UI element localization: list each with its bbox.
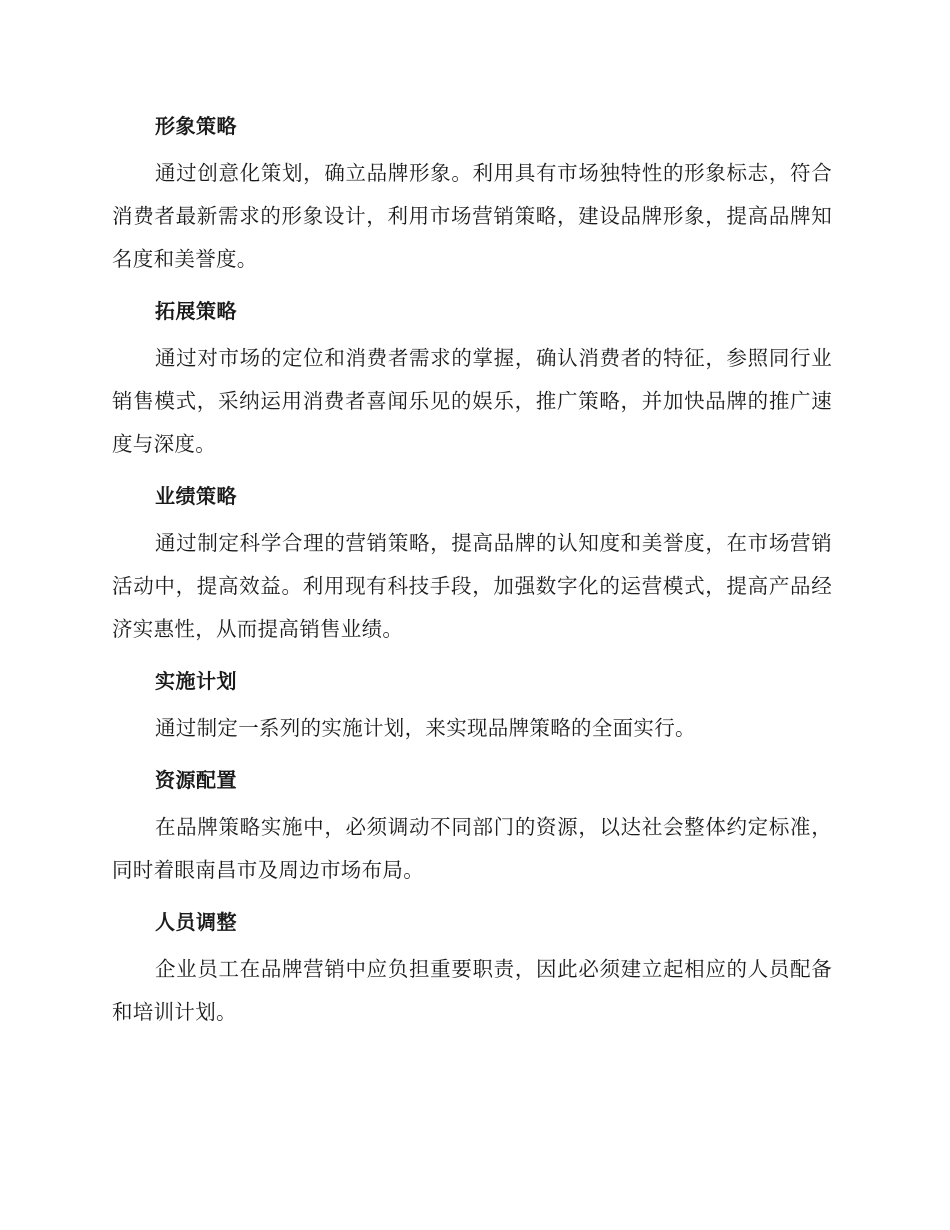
section-paragraph: 在品牌策略实施中，必须调动不同部门的资源，以达社会整体约定标准，同时着眼南昌市及周边市场布局。: [112, 815, 832, 882]
section-image-strategy: [112, 104, 832, 281]
document-page: [112, 104, 832, 1042]
section-resource-allocation: [112, 758, 832, 892]
section-implementation-plan: [112, 659, 832, 750]
section-performance-strategy: [112, 474, 832, 651]
section-staff-adjustment: [112, 900, 832, 1034]
section-paragraph: 通过创意化策划，确立品牌形象。利用具有市场独特性的形象标志，符合消费者最新需求的形象设计，利用市场营销策略，建设品牌形象，提高品牌知名度和美誉度。: [112, 161, 832, 271]
section-heading: 拓展策略: [155, 299, 237, 323]
section-heading: 形象策略: [155, 114, 237, 138]
section-heading: 业绩策略: [155, 484, 237, 508]
section-heading: 资源配置: [155, 768, 237, 792]
section-heading: 实施计划: [155, 669, 237, 693]
section-heading: 人员调整: [155, 910, 237, 934]
section-paragraph: 企业员工在品牌营销中应负担重要职责，因此必须建立起相应的人员配备和培训计划。: [112, 957, 832, 1024]
section-paragraph: 通过制定科学合理的营销策略，提高品牌的认知度和美誉度，在市场营销活动中，提高效益。利用现有科技手段，加强数字化的运营模式，提高产品经济实惠性，从而提高销售业绩。: [112, 531, 832, 641]
section-paragraph: 通过对市场的定位和消费者需求的掌握，确认消费者的特征，参照同行业销售模式，采纳运用消费者喜闻乐见的娱乐，推广策略，并加快品牌的推广速度与深度。: [112, 346, 832, 456]
section-paragraph: 通过制定一系列的实施计划，来实现品牌策略的全面实行。: [155, 716, 696, 740]
section-expansion-strategy: [112, 289, 832, 466]
